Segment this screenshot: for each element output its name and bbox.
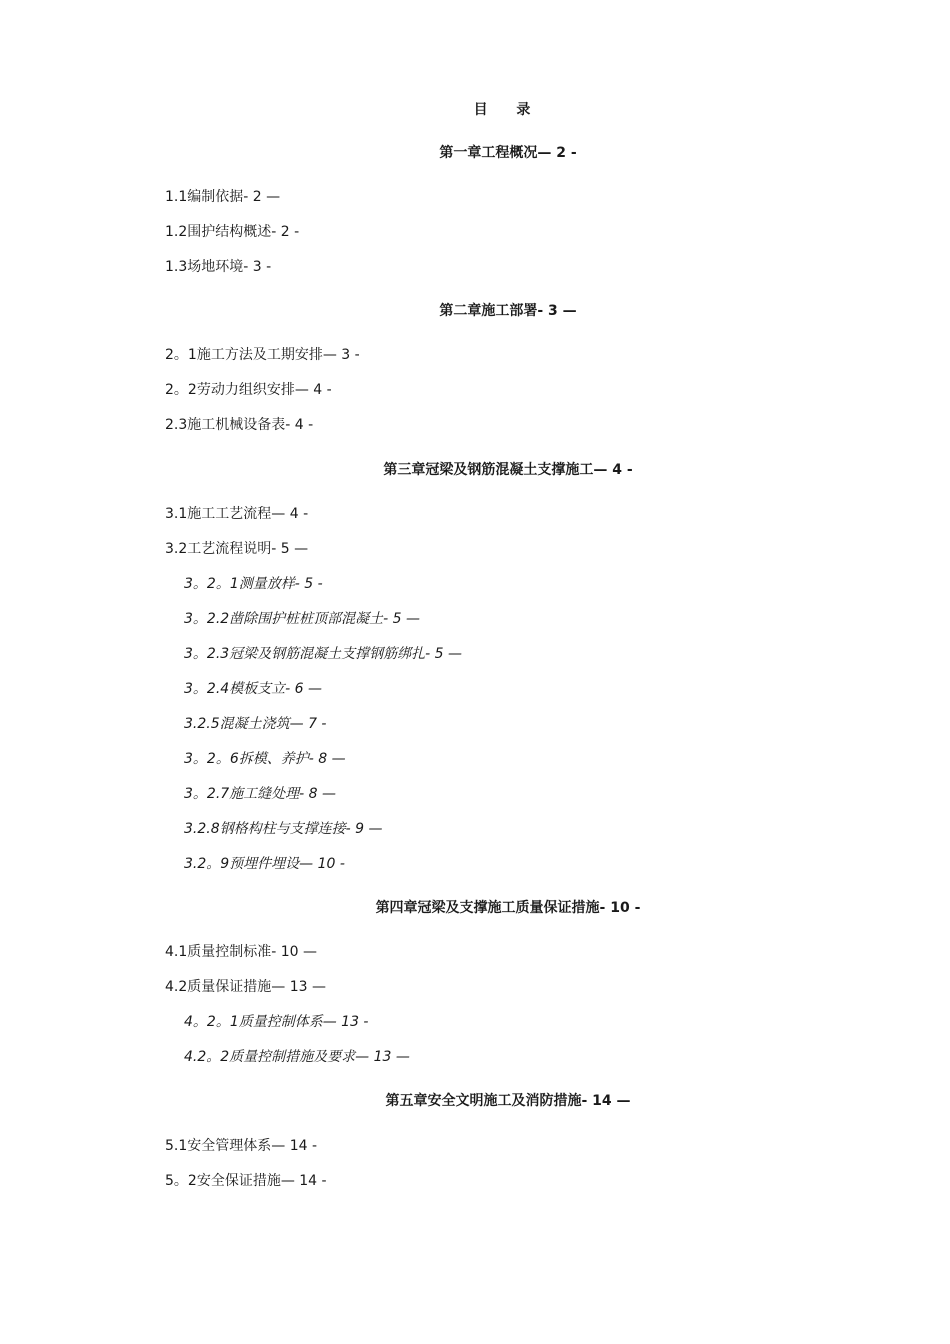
toc-chapter-2[interactable]: 第二章施工部署- 3 —: [439, 303, 577, 319]
toc-chapter-3[interactable]: 第三章冠梁及钢筋混凝土支撑施工— 4 -: [383, 462, 633, 478]
toc-chapter-4[interactable]: 第四章冠梁及支撑施工质量保证措施- 10 -: [375, 900, 641, 916]
toc-subsection-3-2-4[interactable]: 3。2.4模板支立- 6 —: [184, 681, 323, 697]
toc-chapter-1[interactable]: 第一章工程概况— 2 -: [439, 145, 577, 161]
toc-subsection-3-2-3[interactable]: 3。2.3冠梁及钢筋混凝土支撑钢筋绑扎- 5 —: [184, 646, 463, 662]
toc-section-3-1[interactable]: 3.1施工工艺流程— 4 -: [165, 506, 309, 522]
toc-subsection-3-2-7[interactable]: 3。2.7施工缝处理- 8 —: [184, 786, 337, 802]
toc-section-2-2[interactable]: 2。2劳动力组织安排— 4 -: [165, 382, 332, 398]
toc-section-1-3[interactable]: 1.3场地环境- 3 -: [165, 259, 272, 275]
toc-section-1-2[interactable]: 1.2围护结构概述- 2 -: [165, 224, 300, 240]
toc-section-4-2[interactable]: 4.2质量保证措施— 13 —: [165, 979, 326, 995]
toc-subsection-4-2-2[interactable]: 4.2。2质量控制措施及要求— 13 —: [184, 1049, 410, 1065]
toc-section-5-1[interactable]: 5.1安全管理体系— 14 -: [165, 1138, 318, 1154]
toc-section-5-2[interactable]: 5。2安全保证措施— 14 -: [165, 1173, 327, 1189]
toc-subsection-3-2-8[interactable]: 3.2.8钢格构柱与支撑连接- 9 —: [184, 821, 383, 837]
toc-title: 目 录: [473, 102, 543, 118]
toc-subsection-3-2-5[interactable]: 3.2.5混凝土浇筑— 7 -: [184, 716, 327, 732]
toc-subsection-3-2-2[interactable]: 3。2.2凿除围护桩桩顶部混凝土- 5 —: [184, 611, 421, 627]
toc-section-4-1[interactable]: 4.1质量控制标准- 10 —: [165, 944, 318, 960]
toc-subsection-4-2-1[interactable]: 4。2。1质量控制体系— 13 -: [184, 1014, 369, 1030]
toc-subsection-3-2-1[interactable]: 3。2。1测量放样- 5 -: [184, 576, 323, 592]
toc-section-2-3[interactable]: 2.3施工机械设备表- 4 -: [165, 417, 314, 433]
toc-section-3-2[interactable]: 3.2工艺流程说明- 5 —: [165, 541, 309, 557]
toc-subsection-3-2-9[interactable]: 3.2。9预埋件埋设— 10 -: [184, 856, 345, 872]
toc-chapter-5[interactable]: 第五章安全文明施工及消防措施- 14 —: [385, 1093, 631, 1109]
toc-subsection-3-2-6[interactable]: 3。2。6拆模、养护- 8 —: [184, 751, 346, 767]
toc-section-2-1[interactable]: 2。1施工方法及工期安排— 3 -: [165, 347, 360, 363]
toc-section-1-1[interactable]: 1.1编制依据- 2 —: [165, 189, 281, 205]
